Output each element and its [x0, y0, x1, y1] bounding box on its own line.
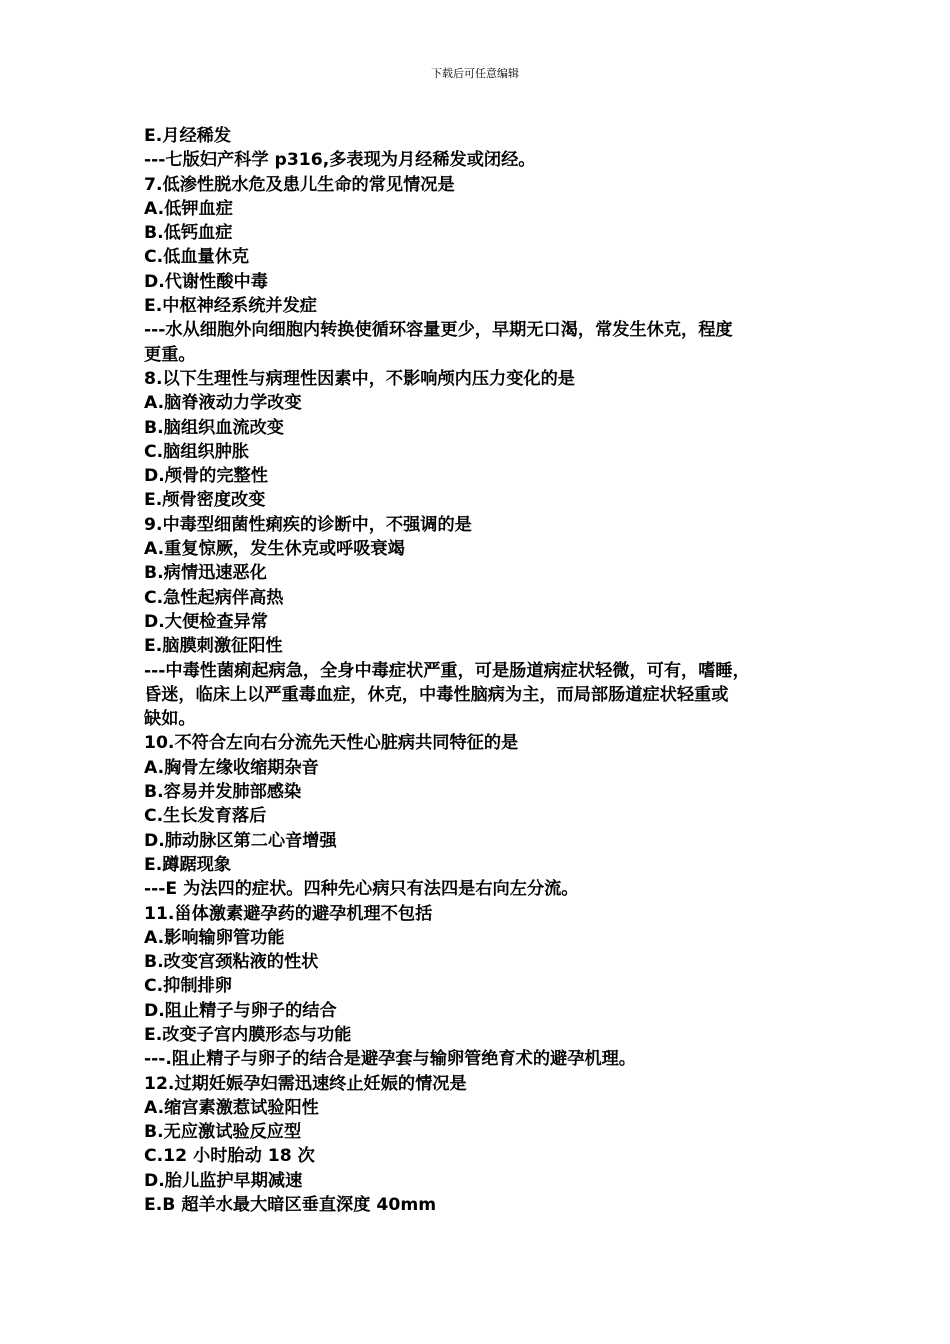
- text-line: E.月经稀发: [144, 126, 232, 146]
- answer-option: E.蹲踞现象: [144, 854, 232, 875]
- explanation-line: ---中毒性菌痢起病急，全身中毒症状严重，可是肠道病症状轻微，可有，嗜睡，: [144, 660, 750, 681]
- answer-option: A.影响输卵管功能: [144, 927, 285, 948]
- answer-option: B.容易并发肺部感染: [144, 782, 302, 803]
- answer-option: D.阻止精子与卵子的结合: [144, 1000, 337, 1021]
- question-title: 9.中毒型细菌性痢疾的诊断中，不强调的是: [144, 514, 472, 535]
- answer-option: A.胸骨左缘收缩期杂音: [144, 757, 319, 778]
- answer-option: B.改变宫颈粘液的性状: [144, 952, 319, 973]
- text-line: ---七版妇产科学 p316,多表现为月经稀发或闭经。: [144, 150, 536, 171]
- question-title: 8.以下生理性与病理性因素中，不影响颅内压力变化的是: [144, 368, 575, 389]
- explanation-line: 缺如。: [144, 709, 196, 730]
- answer-option: A.低钾血症: [144, 198, 233, 219]
- explanation-line: ---水从细胞外向细胞内转换使循环容量更少，早期无口渴，常发生休克，程度: [144, 320, 733, 341]
- answer-option: E.脑膜刺激征阳性: [144, 636, 283, 657]
- answer-option: E.中枢神经系统并发症: [144, 296, 317, 317]
- answer-option: A.脑脊液动力学改变: [144, 393, 302, 414]
- answer-option: B.脑组织血流改变: [144, 417, 284, 438]
- answer-option: D.大便检查异常: [144, 611, 268, 632]
- answer-option: C.抑制排卵: [144, 976, 232, 997]
- answer-option: C.急性起病伴高热: [144, 587, 284, 608]
- page-header: 下载后可任意编辑: [431, 67, 519, 80]
- answer-option: D.胎儿监护早期减速: [144, 1170, 303, 1191]
- answer-option: A.重复惊厥，发生休克或呼吸衰竭: [144, 539, 405, 560]
- document-body: [144, 124, 816, 1217]
- answer-option: D.肺动脉区第二心音增强: [144, 830, 337, 851]
- answer-option: B.低钙血症: [144, 223, 233, 244]
- answer-option: B.病情迅速恶化: [144, 563, 267, 584]
- question-title: 10.不符合左向右分流先天性心脏病共同特征的是: [144, 733, 519, 754]
- explanation-line: ---.阻止精子与卵子的结合是避孕套与输卵管绝育术的避孕机理。: [144, 1049, 636, 1070]
- question-title: 11.甾体激素避孕药的避孕机理不包括: [144, 903, 433, 924]
- explanation-line: 更重。: [144, 344, 196, 365]
- answer-option: E.B 超羊水最大暗区垂直深度 40mm: [144, 1195, 437, 1216]
- answer-option: E.改变子宫内膜形态与功能: [144, 1024, 352, 1045]
- explanation-line: ---E 为法四的症状。四种先心病只有法四是右向左分流。: [144, 879, 579, 900]
- answer-option: C.生长发育落后: [144, 806, 267, 827]
- answer-option: D.代谢性酸中毒: [144, 271, 268, 292]
- answer-option: B.无应激试验反应型: [144, 1122, 302, 1143]
- answer-option: E.颅骨密度改变: [144, 490, 266, 511]
- question-title: 12.过期妊娠孕妇需迅速终止妊娠的情况是: [144, 1073, 467, 1094]
- question-title: 7.低渗性脱水危及患儿生命的常见情况是: [144, 174, 455, 195]
- answer-option: C.脑组织肿胀: [144, 441, 250, 462]
- answer-option: A.缩宫素激惹试验阳性: [144, 1097, 319, 1118]
- answer-option: D.颅骨的完整性: [144, 466, 268, 487]
- answer-option: C.低血量休克: [144, 247, 250, 268]
- explanation-line: 昏迷，临床上以严重毒血症，休克，中毒性脑病为主，而局部肠道症状轻重或: [144, 684, 729, 705]
- answer-option: C.12 小时胎动 18 次: [144, 1146, 315, 1167]
